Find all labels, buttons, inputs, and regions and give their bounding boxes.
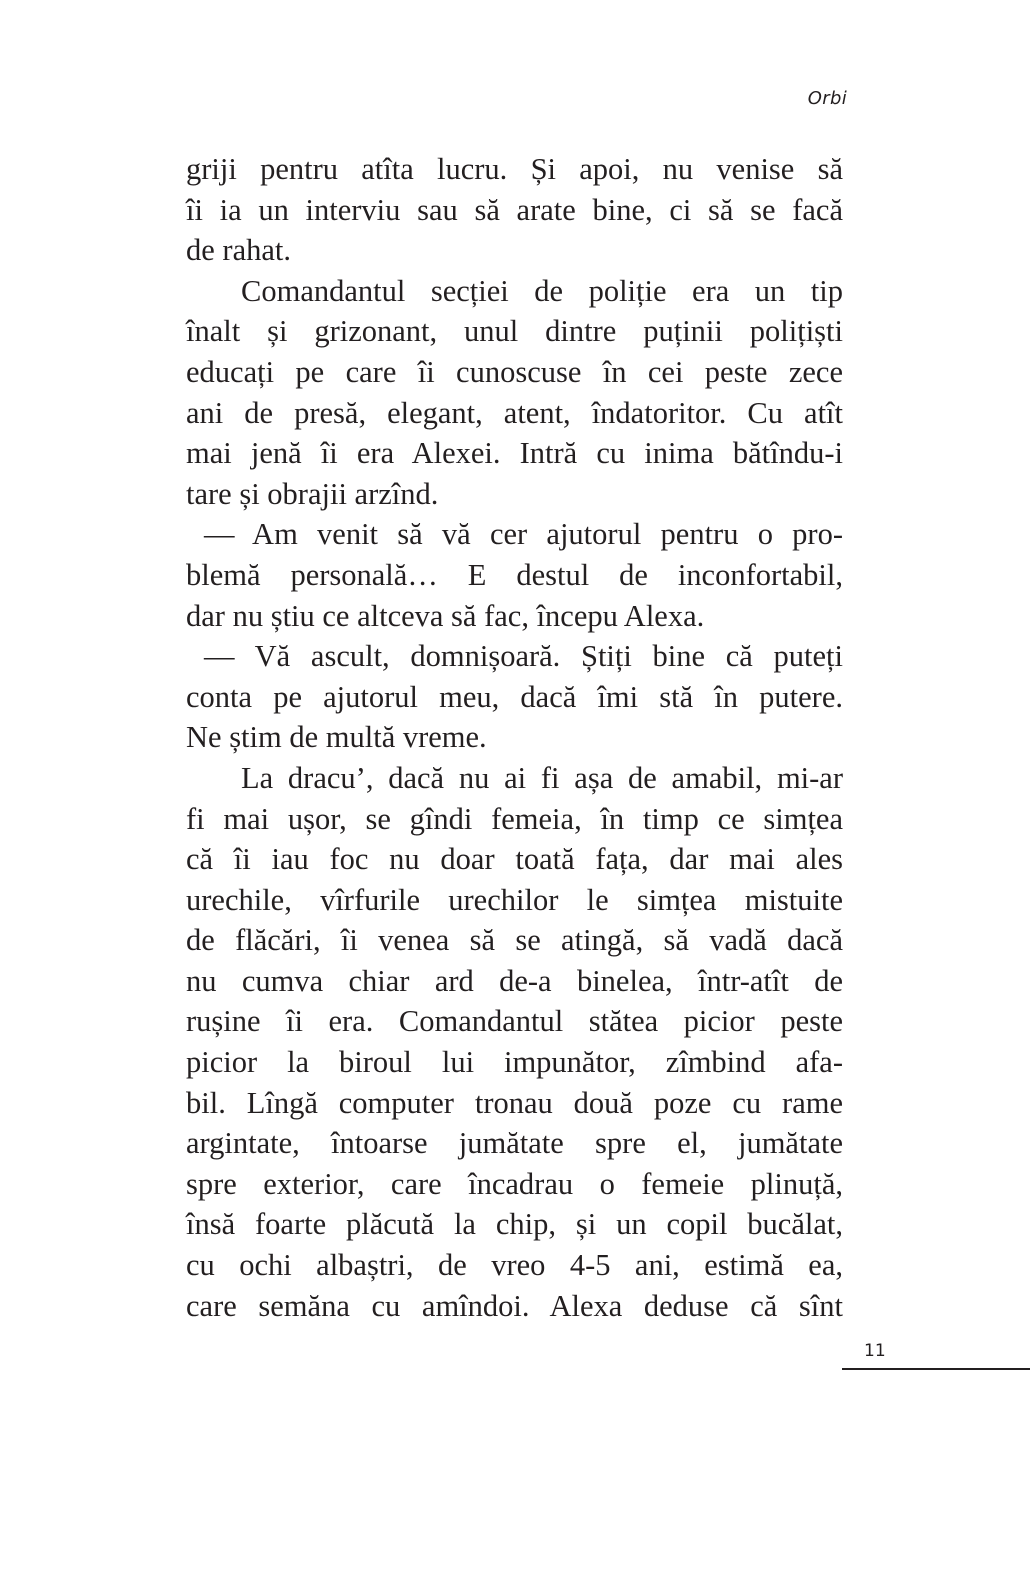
text-line: La dracu’, dacă nu ai fi așa de amabil, mi-ar xyxy=(241,760,843,795)
text-line: îi ia un interviu sau să arate bine, ci să se facă xyxy=(186,192,843,227)
text-line: Ne știm de multă vreme. xyxy=(186,720,487,755)
text-line: — Am venit să vă cer ajutorul pentru o pro- xyxy=(204,517,843,552)
text-line: însă foarte plăcută la chip, și un copil bucălat, xyxy=(186,1207,843,1242)
text-line: griji pentru atîta lucru. Și apoi, nu venise să xyxy=(186,152,843,186)
text-line: spre exterior, care încadrau o femeie plinuță, xyxy=(186,1166,843,1201)
text-line: educați pe care îi cunoscuse în cei peste zece xyxy=(186,354,843,389)
text-line: fi mai ușor, se gîndi femeia, în timp ce simțea xyxy=(186,801,843,836)
text-line: mai jenă îi era Alexei. Intră cu inima bătîndu-i xyxy=(186,436,843,471)
text-line: tare și obrajii arzînd. xyxy=(186,476,439,511)
text-line: bil. Lîngă computer tronau două poze cu rame xyxy=(186,1085,843,1120)
text-line: rușine îi era. Comandantul stătea picior peste xyxy=(186,1004,843,1039)
text-line: care semăna cu amîndoi. Alexa deduse că sînt xyxy=(186,1288,843,1323)
text-line: conta pe ajutorul meu, dacă îmi stă în putere. xyxy=(186,679,843,714)
text-line: ani de presă, elegant, atent, îndatoritor. Cu atît xyxy=(186,395,843,430)
text-line: picior la biroul lui impunător, zîmbind afa- xyxy=(186,1045,843,1080)
text-line: de flăcări, îi venea să se atingă, să vadă dacă xyxy=(186,923,843,958)
text-line: — Vă ascult, domnișoară. Știți bine că puteți xyxy=(204,639,843,674)
text-line: urechile, vîrfurile urechilor le simțea mistuite xyxy=(186,882,843,917)
text-line: dar nu știu ce altceva să fac, începu Alexa. xyxy=(186,598,705,633)
text-line: de rahat. xyxy=(186,233,291,268)
text-line: cu ochi albaștri, de vreo 4-5 ani, estimă ea, xyxy=(186,1248,843,1283)
footer-rule xyxy=(842,1368,1030,1370)
text-line: că îi iau foc nu doar toată fața, dar mai ales xyxy=(186,842,843,877)
running-head-title: Orbi xyxy=(807,88,847,109)
page-text xyxy=(186,149,843,1326)
text-line: blemă personală… E destul de inconfortabil, xyxy=(186,557,843,592)
text-line: argintate, întoarse jumătate spre el, jumătate xyxy=(186,1126,843,1161)
text-line: nu cumva chiar ard de-a binelea, într-atît de xyxy=(186,963,843,998)
text-line: înalt și grizonant, unul dintre puținii polițiști xyxy=(186,314,843,349)
page-number: 11 xyxy=(864,1341,886,1361)
text-line: Comandantul secției de poliție era un tip xyxy=(241,273,843,308)
